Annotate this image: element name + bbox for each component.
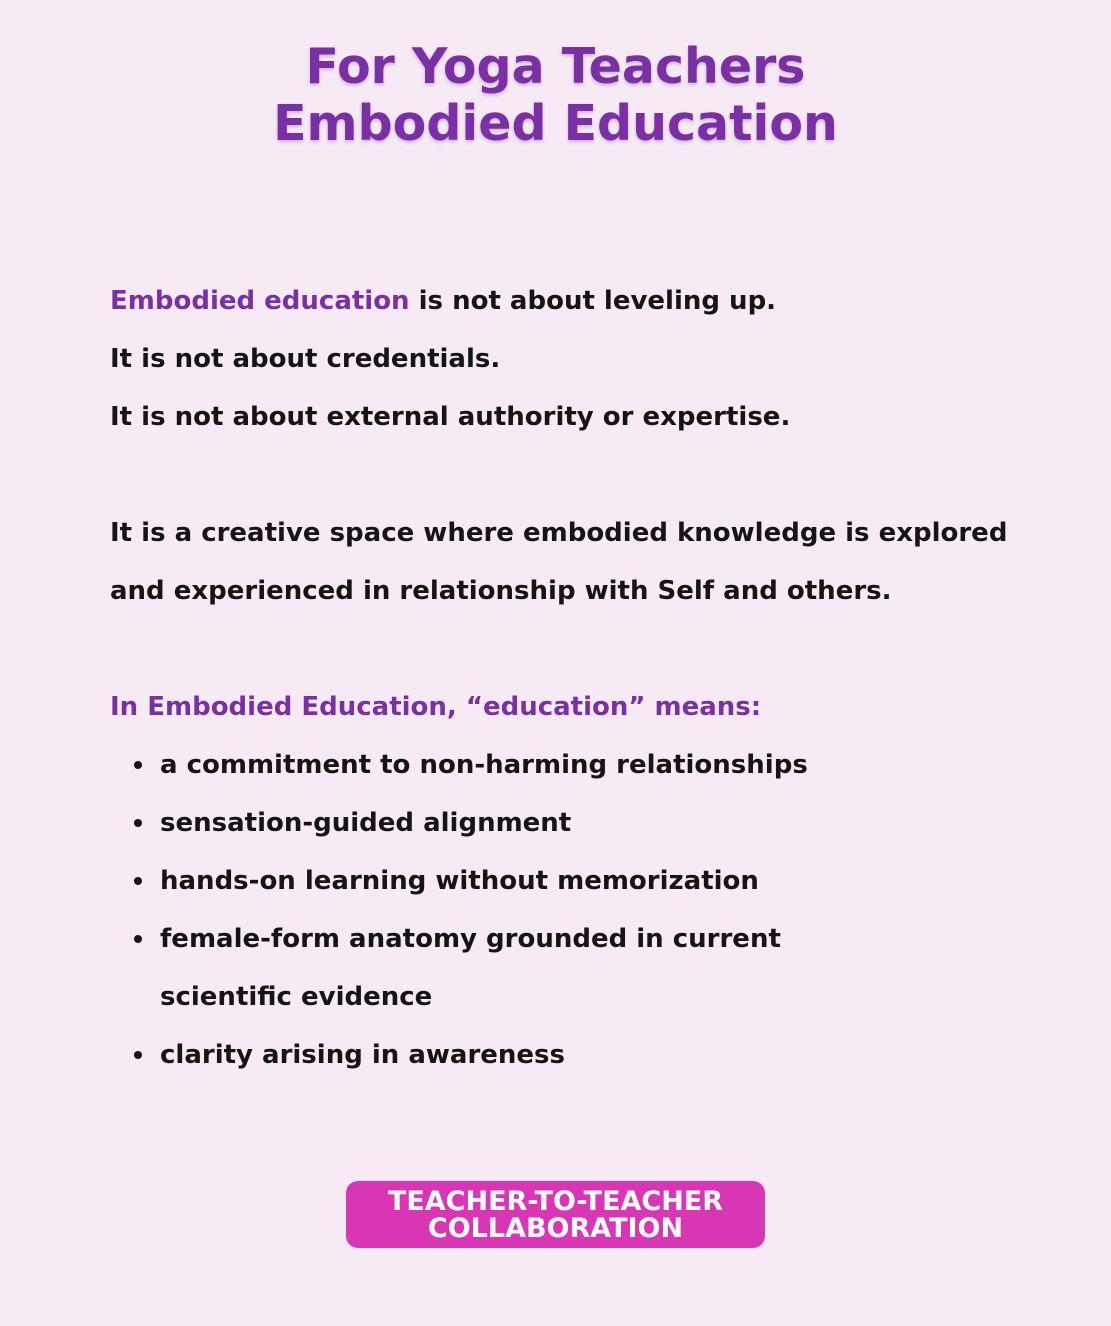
list-item [110, 794, 920, 852]
intro-line-1 [110, 272, 1010, 330]
list-item [110, 910, 920, 1026]
intro-line-1-rest: is not about leveling up. [409, 286, 777, 316]
bullet-icon [134, 819, 142, 827]
list-item-text: a commitment to non-harming relationships [160, 750, 808, 780]
spacer [110, 620, 1010, 678]
cta-label-line-1: TEACHER-TO-TEACHER [387, 1185, 724, 1217]
list-item [110, 852, 920, 910]
list-item-text: female-form anatomy grounded in current scientific evidence [160, 924, 781, 1012]
intro-accent-phrase: Embodied education [110, 286, 410, 316]
page-title [0, 38, 1111, 152]
list-item-text: hands-on learning without memorization [160, 866, 759, 896]
definition-heading: In Embodied Education, “education” means: [110, 692, 762, 722]
bullet-icon [134, 1051, 142, 1059]
bullet-icon [134, 761, 142, 769]
intro-line-3: It is not about external authority or expertise. [110, 402, 791, 432]
page-title-line-2: Embodied Education [273, 95, 838, 152]
teacher-collaboration-button[interactable] [346, 1181, 765, 1248]
spacer [110, 446, 1010, 504]
description-line-1: It is a creative space where embodied knowledge is explored [110, 518, 1008, 548]
bullet-icon [134, 935, 142, 943]
definition-list [110, 736, 1010, 1084]
list-item [110, 736, 920, 794]
cta-label-line-2: COLLABORATION [427, 1212, 684, 1244]
main-content [110, 272, 1010, 1084]
intro-line-2: It is not about credentials. [110, 344, 501, 374]
list-item-text: sensation-guided alignment [160, 808, 572, 838]
list-item-text: clarity arising in awareness [160, 1040, 566, 1070]
description-line-2: and experienced in relationship with Self and others. [110, 576, 892, 606]
list-item [110, 1026, 920, 1084]
page-title-line-1: For Yoga Teachers [305, 38, 806, 95]
bullet-icon [134, 877, 142, 885]
